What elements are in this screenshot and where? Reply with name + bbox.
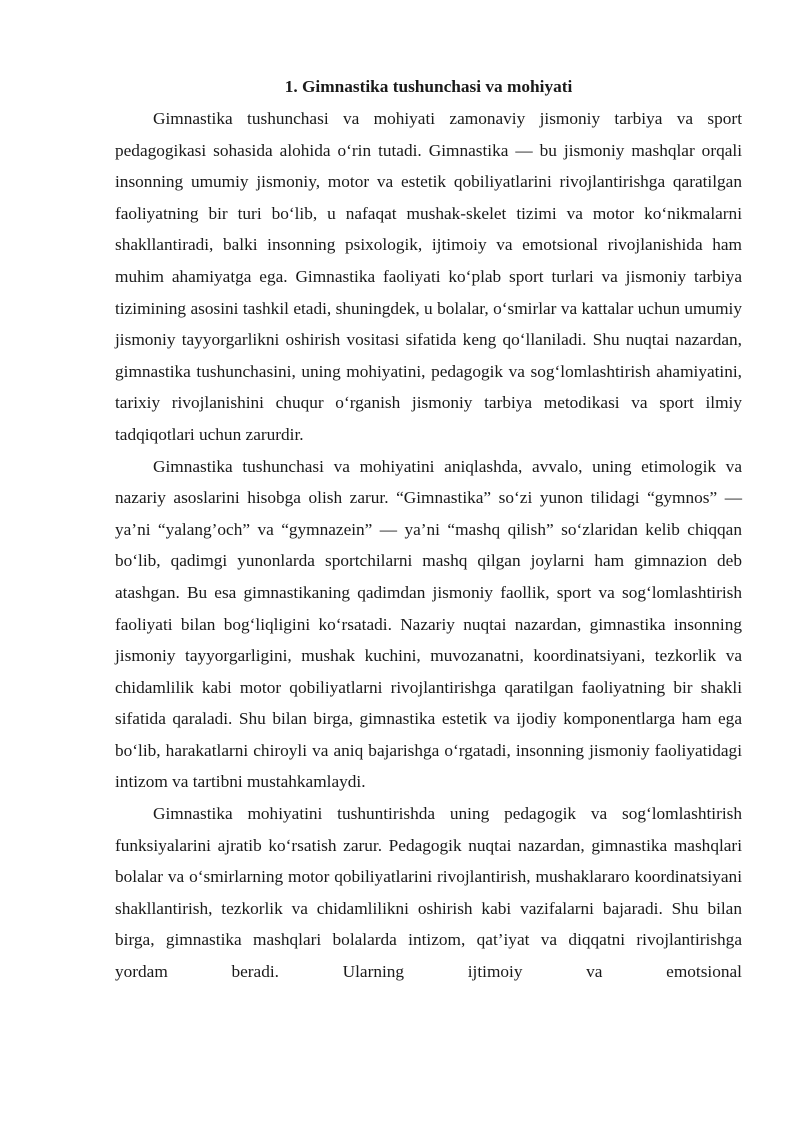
document-page xyxy=(115,72,742,988)
paragraph-pedagogical-function: Gimnastika mohiyatini tushuntirishda uning pedagogik va sog‘lomlashtirish funksiyalarini ajratib ko‘rsatish zarur. Pedagogik nuqtai nazardan, gimnastika mashqlari bolalar va o‘smirlarning motor qobiliyatlarini rivojlantirish, mushaklararo koordinatsiyani shakllantirish, tezkorlik va chidamlilikni oshirish kabi vazifalarni bajaradi. Shu bilan birga, gimnastika mashqlari bolalarda intizom, qat’iyat va diqqatni rivojlantirishga yordam beradi. Ularning ijtimoiy va emotsional xyxy=(115,804,742,982)
section-heading: 1. Gimnastika tushunchasi va mohiyati xyxy=(284,77,573,96)
paragraph-definition: Gimnastika tushunchasi va mohiyati zamonaviy jismoniy tarbiya va sport pedagogikasi sohasida alohida o‘rin tutadi. Gimnastika — bu jismoniy mashqlar orqali insonning umumiy jismoniy, motor va estetik qobiliyatlarini rivojlantirishga qaratilgan faoliyatning bir turi bo‘lib, u nafaqat mushak-skelet tizimi va motor ko‘nikmalarni shakllantiradi, balki insonning psixologik, ijtimoiy va emotsional rivojlanishida ham muhim ahamiyatga ega. Gimnastika faoliyati ko‘plab sport turlari va jismoniy tarbiya tizimining asosini tashkil etadi, shuningdek, u bolalar, o‘smirlar va kattalar uchun umumiy jismoniy tayyorgarlikni oshirish vositasi sifatida keng qo‘llaniladi. Shu nuqtai nazardan, gimnastika tushunchasini, uning mohiyatini, pedagogik va sog‘lomlashtirish ahamiyatini, tarixiy rivojlanishini chuqur o‘rganish jismoniy tarbiya metodikasi va sport ilmiy tadqiqotlari uchun zarurdir. xyxy=(115,109,742,444)
paragraph-etymology: Gimnastika tushunchasi va mohiyatini aniqlashda, avvalo, uning etimologik va nazariy asoslarini hisobga olish zarur. “Gimnastika” so‘zi yunon tilidagi “gymnos” — ya’ni “yalang’och” va “gymnazein” — ya’ni “mashq qilish” so‘zlaridan kelib chiqqan bo‘lib, qadimgi yunonlarda sportchilarni mashq qilgan joylarni ham gimnazion deb atashgan. Bu esa gimnastikaning qadimdan jismoniy faollik, sport va sog‘lomlashtirish faoliyati bilan bog‘liqligini ko‘rsatadi. Nazariy nuqtai nazardan, gimnastika insonning jismoniy tayyorgarligini, mushak kuchini, muvozanatni, koordinatsiyani, tezkorlik va chidamlilik kabi motor qobiliyatlarni rivojlantirishga qaratilgan faoliyatning bir shakli sifatida qaraladi. Shu bilan birga, gimnastika estetik va ijodiy komponentlarga ham ega bo‘lib, harakatlarni chiroyli va aniq bajarishga o‘rgatadi, insonning jismoniy faoliyatidagi intizom va tartibni mustahkamlaydi. xyxy=(115,456,742,792)
